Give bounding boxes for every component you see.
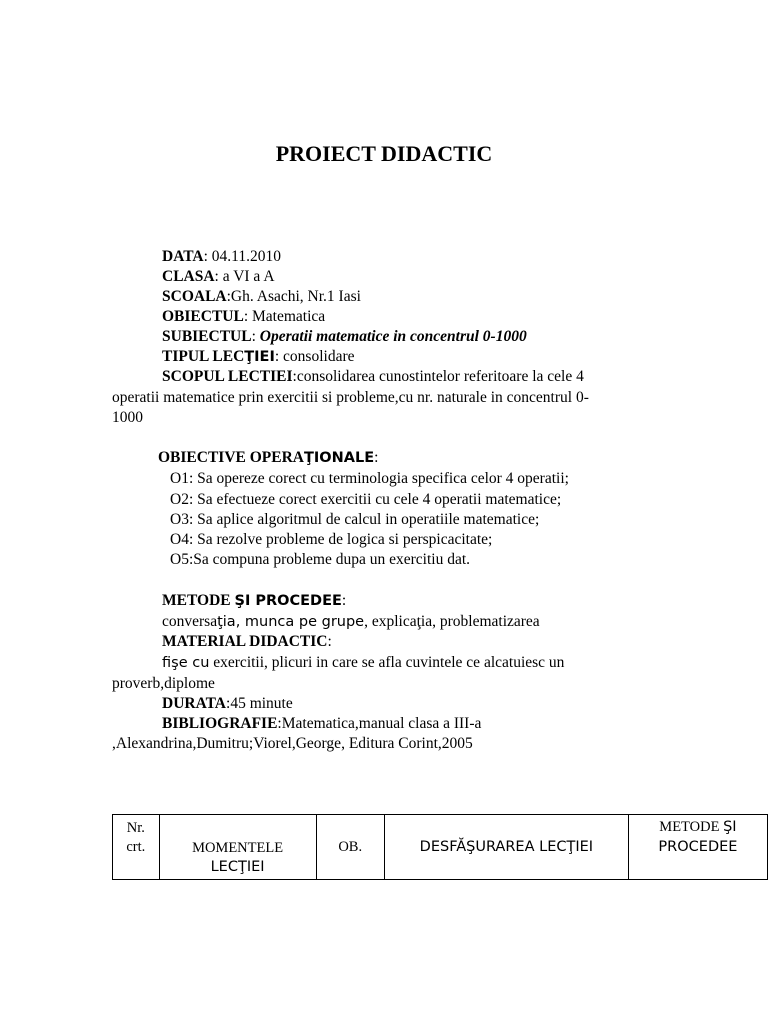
obiective-heading-a: OBIECTIVE OPERA [158, 449, 304, 466]
metode-line [162, 612, 540, 632]
header-metode [628, 815, 767, 880]
metode-text-c: , explicaţia, problematizarea [364, 613, 540, 630]
material-heading-label: MATERIAL DIDACTIC [162, 633, 328, 650]
metode-heading-c: : [341, 592, 347, 609]
material-text-b: exercitii, plicuri in care se afla cuvintele ce alcatuiesc un [209, 654, 565, 671]
tipul-value: : consolidare [274, 348, 355, 365]
bibliografie-label: BIBLIOGRAFIE [162, 715, 278, 732]
durata-value: :45 minute [226, 695, 293, 712]
tipul-line [162, 347, 355, 367]
tipul-label-b: ŢIEI [244, 349, 275, 365]
header-momentele-text: MOMENTELE [192, 840, 284, 856]
obiectiv-item: O4: Sa rezolve probleme de logica si perspicacitate; [170, 531, 493, 548]
bibliografie-line2: ,Alexandrina,Dumitru;Viorel,George, Editura Corint,2005 [112, 735, 473, 752]
header-metode-a: METODE [659, 819, 724, 835]
obiectul-value: : Matematica [243, 308, 326, 325]
scoala-line [162, 287, 361, 307]
header-metode-b: ŞI [723, 819, 737, 835]
material-heading-colon: : [327, 633, 332, 650]
obiectiv-item: O1: Sa opereze corect cu terminologia specifica celor 4 operatii; [170, 470, 569, 487]
subiectul-value: Operatii matematice in concentrul 0-1000 [259, 328, 527, 345]
scoala-label: SCOALA [162, 288, 227, 305]
header-desfasurarea: DESFĂŞURAREA LECŢIEI [384, 815, 628, 880]
obiectiv-item: O3: Sa aplice algoritmul de calcul in operatiile matematice; [170, 511, 540, 528]
bibliografie-line1 [162, 714, 481, 734]
data-label: DATA [162, 248, 204, 265]
scopul-text-1: :consolidarea cunostintelor referitoare la cele 4 [292, 368, 584, 385]
subiectul-label: SUBIECTUL [162, 328, 252, 345]
header-procedee: PROCEDEE [658, 839, 738, 855]
metode-heading-b: ŞI PROCEDEE [234, 593, 342, 609]
material-line1 [162, 653, 564, 673]
header-lectiei-text: LECŢIEI [210, 859, 265, 875]
table-header-row [113, 815, 768, 880]
durata-label: DURATA [162, 695, 227, 712]
header-metode-line1 [629, 817, 767, 837]
lesson-table [112, 814, 768, 880]
bibliografie-text-1: :Matematica,manual clasa a III-a [277, 715, 482, 732]
material-heading [162, 632, 332, 652]
clasa-line [162, 267, 275, 287]
clasa-value: : a VI a A [214, 268, 275, 285]
header-nr-crt [113, 815, 160, 880]
tipul-label-a: TIPUL LEC [162, 348, 245, 365]
scopul-line1 [162, 367, 584, 387]
obiectiv-item: O5:Sa compuna probleme dupa un exercitiu dat. [170, 551, 471, 568]
durata-line [162, 694, 293, 714]
clasa-label: CLASA [162, 268, 215, 285]
subiectul-sep: : [251, 328, 260, 345]
obiective-heading-c: : [374, 449, 379, 466]
scopul-text-3: 1000 [112, 409, 143, 426]
header-ob: OB. [316, 815, 384, 880]
obiectiv-item: O2: Sa efectueze corect exercitii cu cele 4 operatii matematice; [170, 491, 562, 508]
data-value: : 04.11.2010 [203, 248, 281, 265]
metode-heading-a: METODE [162, 592, 235, 609]
subiectul-line [162, 327, 527, 347]
obiectul-line [162, 307, 325, 327]
header-momentele [159, 815, 316, 880]
scopul-text-2: operatii matematice prin exercitii si probleme,cu nr. naturale in concentrul 0- [112, 389, 589, 406]
scopul-label: SCOPUL LECTIEI [162, 368, 293, 385]
metode-text-b: ţia, munca pe grupe [217, 614, 365, 630]
data-line [162, 247, 281, 267]
document-title: PROIECT DIDACTIC [275, 141, 493, 166]
header-nr: Nr. [126, 820, 145, 836]
metode-text-a: conversa [162, 613, 218, 630]
obiective-heading [158, 448, 378, 468]
obiectul-label: OBIECTUL [162, 308, 244, 325]
material-line2: proverb,diplome [112, 675, 215, 692]
scoala-value: :Gh. Asachi, Nr.1 Iasi [226, 288, 361, 305]
material-text-a: fişe cu [162, 655, 210, 671]
obiective-heading-b: ŢIONALE [304, 450, 375, 466]
header-crt: crt. [126, 839, 146, 855]
metode-heading [162, 591, 346, 611]
